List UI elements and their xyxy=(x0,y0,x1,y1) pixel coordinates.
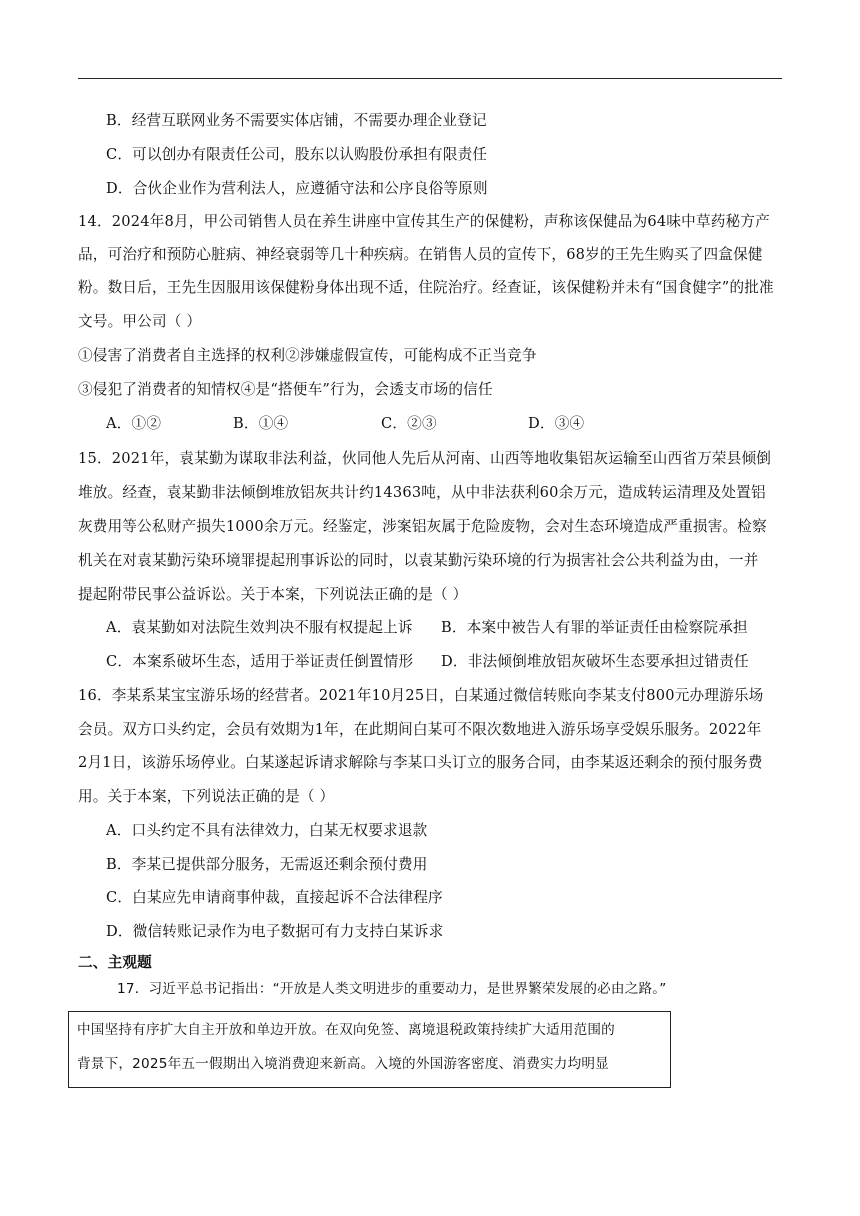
q15-option-b: B．本案中被告人有罪的举证责任由检察院承担 xyxy=(441,619,748,636)
q14-stem-line: 粉。数日后，王先生因服用该保健粉身体出现不适，住院治疗。经查证，该保健粉并未有“国食健字”的批准 xyxy=(78,279,774,296)
q15-option-d: D．非法倾倒堆放铝灰破坏生态要承担过错责任 xyxy=(441,653,749,670)
q14-stem-line: 品，可治疗和预防心脏病、神经衰弱等几十种疾病。在销售人员的宣传下，68岁的王先生购买了四盒保健 xyxy=(78,246,763,263)
q16-option-a: A．口头约定不具有法律效力，白某无权要求退款 xyxy=(106,822,428,839)
q17-quote: 17．习近平总书记指出：“开放是人类文明进步的重要动力，是世界繁荣发展的必由之路。” xyxy=(117,981,667,997)
q17-material-box xyxy=(68,1011,671,1088)
q15-option-c: C．本案系破坏生态，适用于举证责任倒置情形 xyxy=(106,653,414,670)
section-heading: 二、主观题 xyxy=(78,954,152,971)
q14-option-b: B．①④ xyxy=(233,415,289,432)
q13-option-c: C．可以创办有限责任公司，股东以认购股份承担有限责任 xyxy=(106,146,488,163)
q14-statement: ①侵害了消费者自主选择的权利②涉嫌虚假宣传，可能构成不正当竞争 xyxy=(78,347,537,364)
q15-stem-line: 提起附带民事公益诉讼。关于本案，下列说法正确的是（ ） xyxy=(78,586,468,603)
q14-option-a: A．①② xyxy=(106,415,162,432)
q16-stem-line: 用。关于本案，下列说法正确的是（ ） xyxy=(78,788,335,805)
header-rule xyxy=(78,78,782,79)
q16-option-d: D．微信转账记录作为电子数据可有力支持白某诉求 xyxy=(106,923,444,940)
q16-stem-line: 16．李某系某宝宝游乐场的经营者。2021年10月25日，白某通过微信转账向李某支付800元办理游乐场 xyxy=(78,687,764,704)
q16-option-b: B．李某已提供部分服务，无需返还剩余预付费用 xyxy=(106,856,428,873)
q14-stem-line: 文号。甲公司（ ） xyxy=(78,313,202,330)
q14-stem-line: 14．2024年8月，甲公司销售人员在养生讲座中宣传其生产的保健粉，声称该保健品为64味中草药秘方产 xyxy=(78,213,770,230)
q17-material-line: 背景下，2025年五一假期出入境消费迎来新高。入境的外国游客密度、消费实力均明显 xyxy=(77,1056,609,1072)
q14-option-c: C．②③ xyxy=(381,415,437,432)
q15-stem-line: 堆放。经查，袁某勤非法倾倒堆放铝灰共计约14363吨，从中非法获利60余万元，造成转运清理及处置铝 xyxy=(78,484,766,501)
q15-stem-line: 灰费用等公私财产损失1000余万元。经鉴定，涉案铝灰属于危险废物，会对生态环境造成严重损害。检察 xyxy=(78,518,767,535)
q16-stem-line: 会员。双方口头约定，会员有效期为1年，在此期间白某可不限次数地进入游乐场享受娱乐服务。2022年 xyxy=(78,721,762,738)
q13-option-b: B．经营互联网业务不需要实体店铺，不需要办理企业登记 xyxy=(106,112,487,129)
q14-statement: ③侵犯了消费者的知情权④是“搭便车”行为，会透支市场的信任 xyxy=(78,381,493,398)
q15-stem-line: 机关在对袁某勤污染环境罪提起刑事诉讼的同时，以袁某勤污染环境的行为损害社会公共利益为由，一并 xyxy=(78,552,759,569)
q15-stem-line: 15．2021年，袁某勤为谋取非法利益，伙同他人先后从河南、山西等地收集铝灰运输至山西省万荣县倾倒 xyxy=(78,450,772,467)
q13-option-d: D．合伙企业作为营利法人，应遵循守法和公序良俗等原则 xyxy=(106,180,488,197)
q14-option-d: D．③④ xyxy=(528,415,585,432)
q16-stem-line: 2月1日，该游乐场停业。白某遂起诉请求解除与李某口头订立的服务合同，由李某返还剩余的预付服务费 xyxy=(78,754,763,771)
q17-material-line: 中国坚持有序扩大自主开放和单边开放。在双向免签、离境退税政策持续扩大适用范围的 xyxy=(77,1022,615,1038)
q16-option-c: C．白某应先申请商事仲裁，直接起诉不合法律程序 xyxy=(106,889,443,906)
q15-option-a: A．袁某勤如对法院生效判决不服有权提起上诉 xyxy=(106,619,413,636)
